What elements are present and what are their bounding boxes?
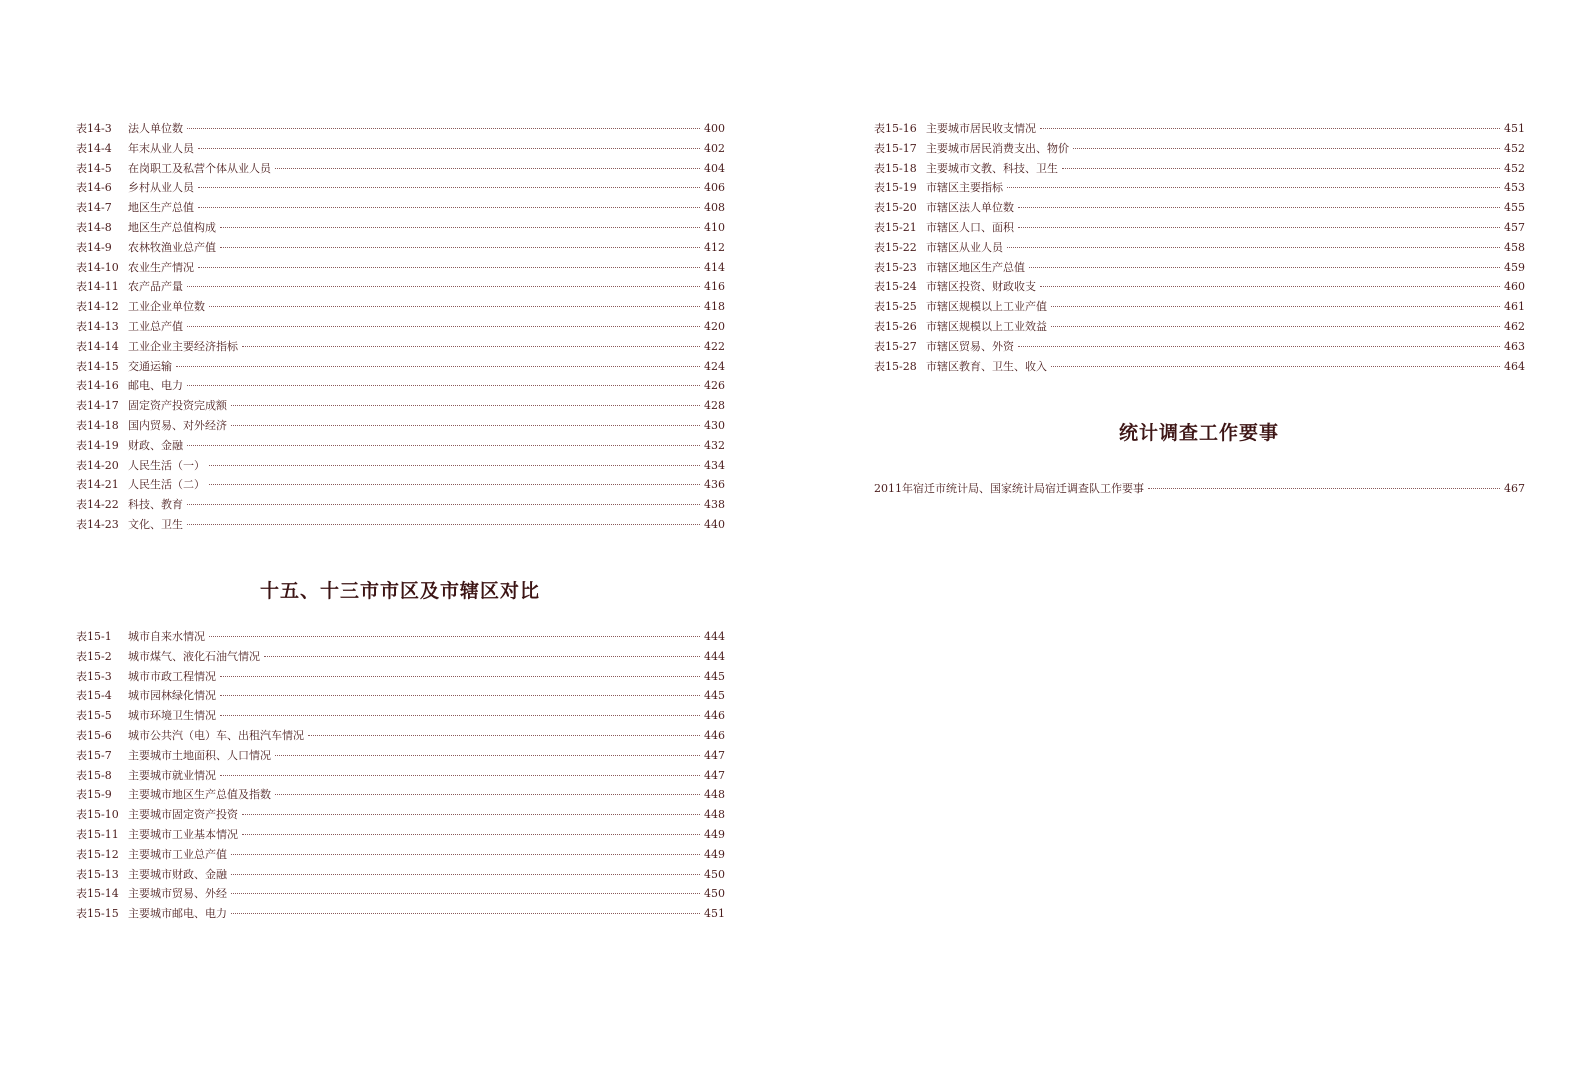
dot-leader [275,794,700,795]
toc-entry-title: 人民生活（一） [128,458,205,472]
toc-entry[interactable] [76,785,724,805]
toc-entry-code: 表15-13 [76,867,119,881]
toc-entry[interactable] [76,456,724,476]
dot-leader [1007,187,1500,188]
toc-entry-page-number: 410 [704,220,725,234]
toc-entry-title: 乡村从业人员 [128,181,194,195]
toc-entry[interactable] [76,647,724,667]
toc-entry-code: 表14-20 [76,458,119,472]
toc-list-chapter-15-part-1 [76,627,724,924]
toc-entry-page-number: 457 [1504,220,1525,234]
dot-leader [1073,148,1500,149]
toc-entry-page-number: 452 [1504,161,1525,175]
dot-leader [231,405,700,406]
toc-entry-page-number: 422 [704,339,725,353]
toc-entry-title: 主要城市贸易、外经 [128,887,227,901]
toc-entry-title: 邮电、电力 [128,379,183,393]
dot-leader [1029,267,1500,268]
toc-entry-page-number: 467 [1504,482,1525,495]
toc-entry-page-number: 438 [704,498,725,512]
dot-leader [209,484,700,485]
toc-entry-page-number: 436 [704,478,725,492]
toc-entry-code: 表15-4 [76,689,112,703]
toc-entry-title: 工业总产值 [128,319,183,333]
toc-entry-page-number: 418 [704,300,725,314]
dot-leader [187,524,700,525]
toc-entry-page-number: 412 [704,240,725,254]
toc-entry-title: 城市公共汽（电）车、出租汽车情况 [128,728,304,742]
toc-entry-code: 表14-19 [76,438,119,452]
toc-entry[interactable] [76,277,724,297]
toc-entry-title: 市辖区主要指标 [926,181,1003,195]
dot-leader [187,504,700,505]
toc-entry-code: 表15-19 [874,181,917,195]
toc-entry[interactable] [874,357,1524,377]
toc-entry-code: 表14-6 [76,181,112,195]
dot-leader [308,735,700,736]
dot-leader [209,465,700,466]
toc-entry-title: 城市煤气、液化石油气情况 [128,649,260,663]
toc-entry-code: 表14-16 [76,379,119,393]
toc-entry-title: 主要城市邮电、电力 [128,907,227,921]
toc-entry-page-number: 452 [1504,141,1525,155]
dot-leader [231,913,700,914]
toc-entry-title: 主要城市文教、科技、卫生 [926,161,1058,175]
toc-entry-page-number: 430 [704,418,725,432]
toc-entry-page-number: 459 [1504,260,1525,274]
toc-entry-code: 表14-21 [76,478,119,492]
dot-leader [1062,168,1500,169]
dot-leader [187,445,700,446]
toc-entry[interactable] [874,178,1524,198]
toc-entry[interactable] [76,865,724,885]
toc-entry-page-number: 420 [704,319,725,333]
toc-entry[interactable] [76,667,724,687]
toc-entry-code: 表15-9 [76,788,112,802]
toc-entry[interactable] [874,139,1524,159]
toc-entry-page-number: 446 [704,709,725,723]
toc-entry-page-number: 400 [704,122,725,135]
toc-entry[interactable] [874,159,1524,179]
toc-entry-page-number: 445 [704,669,725,683]
toc-entry-page-number: 406 [704,181,725,195]
toc-entry[interactable] [874,238,1524,258]
toc-entry-code: 表14-18 [76,418,119,432]
toc-entry-page-number: 450 [704,867,725,881]
toc-entry-code: 表14-11 [76,280,119,294]
toc-entry[interactable] [76,515,724,535]
dot-leader [231,425,700,426]
dot-leader [242,346,700,347]
toc-entry-page-number: 451 [1504,122,1525,135]
toc-entry-title: 年末从业人员 [128,141,194,155]
toc-entry-code: 表14-15 [76,359,119,373]
toc-entry-page-number: 447 [704,768,725,782]
toc-entry-page-number: 408 [704,201,725,215]
toc-entry-code: 表15-17 [874,141,917,155]
toc-entry-code: 表14-14 [76,339,119,353]
dot-leader [264,656,700,657]
toc-entry[interactable] [76,178,724,198]
toc-entry-title: 主要城市工业基本情况 [128,827,238,841]
toc-entry-page-number: 440 [704,517,725,531]
toc-entry-page-number: 446 [704,728,725,742]
toc-entry-code: 表15-18 [874,161,917,175]
toc-entry[interactable] [874,218,1524,238]
dot-leader [1007,247,1500,248]
toc-entry-title: 农业生产情况 [128,260,194,274]
toc-entry[interactable] [76,357,724,377]
toc-entry-title: 文化、卫生 [128,517,183,531]
toc-entry-page-number: 463 [1504,339,1525,353]
toc-entry-title: 主要城市固定资产投资 [128,808,238,822]
toc-entry-title: 市辖区规模以上工业效益 [926,319,1047,333]
dot-leader [231,854,700,855]
toc-entry-title: 市辖区教育、卫生、收入 [926,359,1047,373]
toc-entry-title: 城市环境卫生情况 [128,709,216,723]
dot-leader [275,755,700,756]
toc-entry-title: 2011年宿迁市统计局、国家统计局宿迁调查队工作要事 [874,482,1144,495]
toc-entry-code: 表14-8 [76,220,112,234]
toc-entry-code: 表15-5 [76,709,112,723]
toc-entry-title: 工业企业主要经济指标 [128,339,238,353]
toc-entry[interactable] [76,238,724,258]
section-heading-15: 十五、十三市市区及市辖区对比 [259,580,540,602]
toc-entry-page-number: 448 [704,808,725,822]
toc-entry-code: 表15-16 [874,122,917,135]
toc-entry-page-number: 462 [1504,319,1525,333]
dot-leader [209,306,700,307]
toc-entry-code: 表14-3 [76,122,112,135]
toc-entry-title: 市辖区法人单位数 [926,201,1014,215]
dot-leader [198,148,700,149]
toc-entry[interactable] [76,159,724,179]
toc-entry-title: 固定资产投资完成额 [128,399,227,413]
dot-leader [198,207,700,208]
toc-entry-page-number: 447 [704,748,725,762]
toc-entry-code: 表15-12 [76,847,119,861]
toc-entry-code: 表15-6 [76,728,112,742]
dot-leader [1051,326,1500,327]
toc-entry-code: 表14-5 [76,161,112,175]
toc-entry-code: 表15-1 [76,630,112,643]
toc-entry[interactable] [76,416,724,436]
toc-entry[interactable] [76,337,724,357]
dot-leader [198,187,700,188]
toc-entry-code: 表15-2 [76,649,112,663]
toc-entry-code: 表15-28 [874,359,917,373]
toc-entry-title: 农产品产量 [128,280,183,294]
toc-entry-code: 表15-10 [76,808,119,822]
toc-entry[interactable] [76,845,724,865]
dot-leader [220,676,700,677]
toc-entry[interactable] [874,119,1524,139]
toc-entry[interactable] [76,436,724,456]
toc-entry[interactable] [76,627,724,647]
dot-leader [187,326,700,327]
toc-entry-code: 表15-26 [874,319,917,333]
toc-entry-page-number: 426 [704,379,725,393]
toc-entry-page-number: 414 [704,260,725,274]
toc-entry-page-number: 402 [704,141,725,155]
dot-leader [1040,128,1500,129]
toc-entry-page-number: 458 [1504,240,1525,254]
toc-entry[interactable] [76,706,724,726]
toc-entry-code: 表15-22 [874,240,917,254]
toc-entry[interactable] [76,825,724,845]
toc-entry-code: 表14-7 [76,201,112,215]
toc-entry-code: 表15-3 [76,669,112,683]
toc-entry-code: 表14-22 [76,498,119,512]
toc-entry-title: 市辖区贸易、外资 [926,339,1014,353]
toc-entry-page-number: 461 [1504,300,1525,314]
toc-entry-title: 农林牧渔业总产值 [128,240,216,254]
toc-entry[interactable] [76,119,724,139]
toc-entry-title: 市辖区从业人员 [926,240,1003,254]
dot-leader [1018,207,1500,208]
dot-leader [220,715,700,716]
toc-entry-title: 法人单位数 [128,122,183,135]
dot-leader [187,286,700,287]
toc-entry-title: 市辖区地区生产总值 [926,260,1025,274]
toc-entry[interactable] [76,396,724,416]
toc-entry-page-number: 464 [1504,359,1525,373]
toc-entry[interactable] [76,139,724,159]
toc-entry-title: 主要城市土地面积、人口情况 [128,748,271,762]
toc-entry[interactable] [76,805,724,825]
toc-entry[interactable] [874,337,1524,357]
toc-entry-title: 国内贸易、对外经济 [128,418,227,432]
toc-entry-page-number: 453 [1504,181,1525,195]
toc-list-chapter-15-part-2 [874,119,1524,376]
toc-entry-title: 交通运输 [128,359,172,373]
dot-leader [242,814,700,815]
toc-entry-title: 市辖区规模以上工业产值 [926,300,1047,314]
toc-entry[interactable] [76,766,724,786]
toc-entry[interactable] [874,258,1524,278]
toc-entry[interactable] [76,475,724,495]
toc-entry-title: 主要城市就业情况 [128,768,216,782]
toc-entry-page-number: 428 [704,399,725,413]
toc-entry-title: 财政、金融 [128,438,183,452]
toc-entry-page-number: 448 [704,788,725,802]
dot-leader [231,874,700,875]
toc-entry[interactable] [76,218,724,238]
toc-entry[interactable] [76,904,724,924]
toc-entry-title: 主要城市地区生产总值及指数 [128,788,271,802]
toc-entry-code: 表14-17 [76,399,119,413]
toc-entry-title: 主要城市工业总产值 [128,847,227,861]
toc-entry-page-number: 450 [704,887,725,901]
toc-list-survey [874,479,1524,499]
toc-entry[interactable] [874,277,1524,297]
toc-entry-code: 表15-21 [874,220,917,234]
toc-entry[interactable] [874,317,1524,337]
toc-entry-title: 主要城市居民消费支出、物价 [926,141,1069,155]
dot-leader [220,695,700,696]
dot-leader [220,227,700,228]
toc-entry-page-number: 404 [704,161,725,175]
toc-entry[interactable] [76,258,724,278]
toc-entry-title: 城市园林绿化情况 [128,689,216,703]
toc-entry-code: 表14-4 [76,141,112,155]
toc-entry-page-number: 432 [704,438,725,452]
dot-leader [1148,488,1500,489]
toc-entry[interactable] [76,376,724,396]
toc-entry[interactable] [76,297,724,317]
toc-list-chapter-14 [76,119,724,535]
dot-leader [220,247,700,248]
toc-entry-code: 表15-7 [76,748,112,762]
toc-entry-code: 表15-23 [874,260,917,274]
toc-entry-title: 科技、教育 [128,498,183,512]
toc-entry-page-number: 451 [704,907,725,921]
section-heading-survey: 统计调查工作要事 [1118,422,1279,444]
toc-entry-code: 表14-12 [76,300,119,314]
toc-entry-code: 表15-8 [76,768,112,782]
toc-entry-page-number: 416 [704,280,725,294]
dot-leader [187,128,700,129]
toc-entry-code: 表14-9 [76,240,112,254]
toc-entry-title: 工业企业单位数 [128,300,205,314]
toc-entry-code: 表15-25 [874,300,917,314]
toc-entry-title: 城市市政工程情况 [128,669,216,683]
dot-leader [1051,306,1500,307]
toc-entry[interactable] [874,198,1524,218]
toc-entry-page-number: 444 [704,630,725,643]
dot-leader [187,385,700,386]
dot-leader [176,366,700,367]
dot-leader [231,893,700,894]
toc-entry[interactable] [76,726,724,746]
toc-entry[interactable] [874,297,1524,317]
dot-leader [220,775,700,776]
toc-entry-code: 表15-24 [874,280,917,294]
toc-entry-page-number: 449 [704,827,725,841]
toc-entry-page-number: 444 [704,649,725,663]
toc-entry-page-number: 424 [704,359,725,373]
toc-entry[interactable] [76,884,724,904]
toc-entry[interactable] [76,317,724,337]
toc-entry[interactable] [76,495,724,515]
toc-entry-title: 市辖区投资、财政收支 [926,280,1036,294]
toc-entry[interactable] [76,686,724,706]
toc-entry-title: 城市自来水情况 [128,630,205,643]
toc-entry-title: 地区生产总值 [128,201,194,215]
toc-entry-title: 主要城市居民收支情况 [926,122,1036,135]
toc-entry-page-number: 455 [1504,201,1525,215]
dot-leader [1040,286,1500,287]
toc-entry[interactable] [874,479,1524,499]
dot-leader [1018,227,1500,228]
toc-entry-page-number: 434 [704,458,725,472]
dot-leader [198,267,700,268]
dot-leader [275,168,700,169]
toc-entry-page-number: 460 [1504,280,1525,294]
toc-entry-page-number: 449 [704,847,725,861]
toc-entry-code: 表15-20 [874,201,917,215]
toc-entry-title: 地区生产总值构成 [128,220,216,234]
toc-entry[interactable] [76,746,724,766]
toc-entry-code: 表14-10 [76,260,119,274]
toc-entry-code: 表15-15 [76,907,119,921]
dot-leader [209,636,700,637]
toc-entry-title: 在岗职工及私营个体从业人员 [128,161,271,175]
dot-leader [1018,346,1500,347]
toc-entry-code: 表14-23 [76,517,119,531]
dot-leader [1051,366,1500,367]
toc-entry-page-number: 445 [704,689,725,703]
toc-entry[interactable] [76,198,724,218]
toc-entry-title: 人民生活（二） [128,478,205,492]
toc-entry-title: 市辖区人口、面积 [926,220,1014,234]
toc-entry-title: 主要城市财政、金融 [128,867,227,881]
toc-entry-code: 表15-14 [76,887,119,901]
toc-entry-code: 表14-13 [76,319,119,333]
toc-entry-code: 表15-27 [874,339,917,353]
toc-entry-code: 表15-11 [76,827,119,841]
dot-leader [242,834,700,835]
